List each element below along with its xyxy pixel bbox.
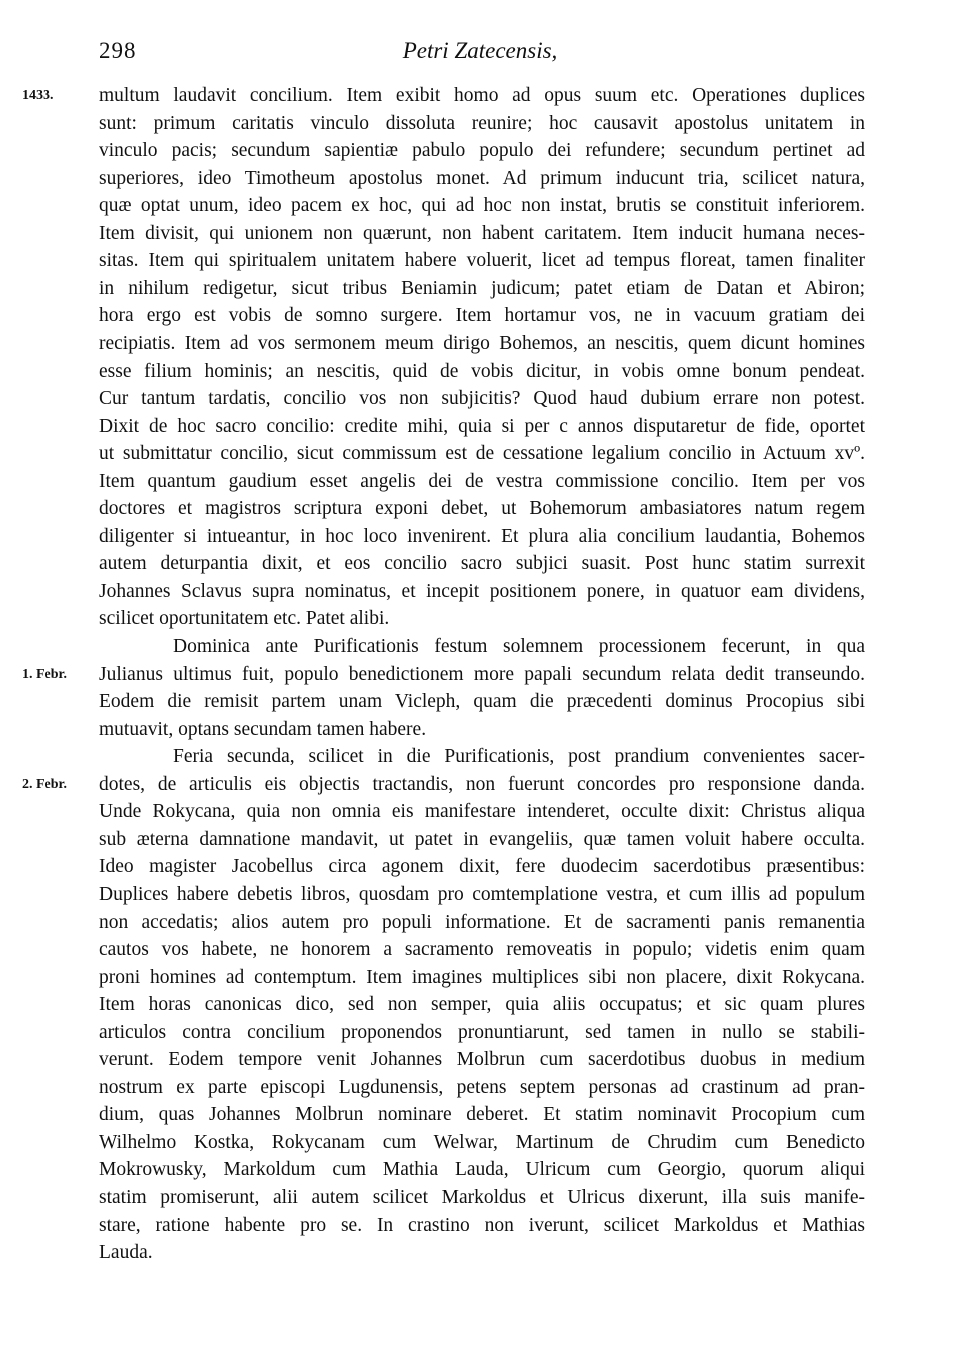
text-line: Dominica ante Purificationis festum solemnem processionem fecerunt, in qua: [173, 636, 865, 657]
margin-date-note: 1433.: [22, 88, 54, 103]
text-line: non accedatis; alios autem pro populi informatione. Et de sacramenti panis remanentia: [99, 911, 865, 933]
text-line: Item quantum gaudium esset angelis dei de vestra commissione concilio. Item per vos: [99, 470, 865, 492]
text-line: in nihilum redigetur, sicut tribus Beniamin judicum; patet etiam de Datan et Abiron;: [99, 277, 865, 299]
text-line: autem deturpantia dixit, et eos concilio sacro subjici suasit. Post hunc statim surrexit: [99, 553, 865, 575]
text-line: ut submittatur concilio, sicut commissum est de cessatione legalium concilio in Actuum xvº.: [99, 443, 865, 465]
text-line: Wilhelmo Kostka, Rokycanam cum Welwar, Martinum de Chrudim cum Benedicto: [99, 1131, 865, 1153]
margin-date-note: 2. Febr.: [22, 776, 67, 792]
text-line: statim promiserunt, alii autem scilicet Markoldus et Ulricus dixerunt, illa suis manife-: [99, 1187, 865, 1208]
text-line: multum laudavit concilium. Item exibit homo ad opus suum etc. Operationes duplices: [99, 85, 865, 106]
text-line: quæ optat unum, ideo pacem ex hoc, qui ad hoc non instat, brutis se constituit inferiorem.: [99, 195, 865, 217]
text-line: articulos contra concilium proponendos pronuntiarunt, sed tamen in nullo se stabili-: [99, 1021, 865, 1043]
text-line: cautos vos habete, ne honorem a sacramento removeatis in populo; videtis enim quam: [99, 939, 865, 961]
text-line: stare, ratione habente pro se. In crastino non iverunt, scilicet Markoldus et Mathias: [99, 1214, 865, 1236]
running-title: Petri Zatecensis,: [402, 38, 558, 63]
text-line: Dixit de hoc sacro concilio: credite mihi, quia si per c annos disputaretur de fide, oportet: [99, 415, 865, 437]
margin-date-note: 1. Febr.: [22, 666, 67, 682]
text-line: esse filium hominis; an nescitis, quid de vobis dicitur, in vobis omne bonum pendeat.: [99, 360, 865, 382]
text-line: dotes, de articulis eis objectis tractandis, non fuerunt concordes pro responsione danda.: [99, 773, 865, 795]
text-line: hora ergo est vobis de somno surgere. Item hortamur vos, ne in vacuum gratiam dei: [99, 305, 865, 327]
text-line: Mokrowusky, Markoldum cum Mathia Lauda, Ulricum cum Georgio, quorum aliqui: [99, 1159, 865, 1181]
text-line: superiores, ideo Timotheum apostolus monet. Ad primum inducunt tria, scilicet natura,: [99, 167, 865, 189]
text-line: sub æterna damnatione mandavit, ut patet in evangeliis, quæ tamen voluit habere occulta.: [99, 828, 865, 850]
text-line: Ideo magister Jacobellus circa agonem dixit, fere duodecim sacerdotibus præsentibus:: [99, 856, 865, 878]
text-line: Eodem die remisit partem unam Vicleph, quam die præcedenti dominus Procopius sibi: [99, 691, 865, 713]
text-line: mutuavit, optans secundam tamen habere.: [99, 718, 427, 740]
text-line: sitas. Item qui spiritualem unitatem habere voluerit, licet ad tempus floreat, tamen finaliter: [99, 250, 865, 272]
text-line: Julianus ultimus fuit, populo benedictionem more papali secundum relata dedit transeundo.: [99, 663, 865, 685]
text-line: scilicet oportunitatem etc. Patet alibi.: [99, 608, 390, 630]
text-line: Unde Rokycana, quia non omnia eis manifestare intenderet, occulte dixit: Christus aliqua: [99, 801, 865, 823]
text-line: Item divisit, qui unionem non quærunt, non habent caritatem. Item inducit humana neces-: [99, 222, 865, 244]
text-line: sunt: primum caritatis vinculo dissoluta reunire; hoc causavit apostolus unitatem in: [99, 112, 865, 134]
text-line: nostrum ex parte episcopi Lugdunensis, petens septem personas ad crastinum ad pran-: [99, 1076, 865, 1098]
text-line: recipiatis. Item ad vos sermonem meum dirigo Bohemos, an nescitis, quem dicunt homines: [99, 332, 865, 354]
text-line: proni homines ad contemptum. Item imagines multiplices sibi non placere, dixit Rokycana.: [99, 966, 865, 988]
text-line: dium, quas Johannes Molbrun nominare deberet. Et statim nominavit Procopium cum: [99, 1104, 865, 1126]
text-line: Feria secunda, scilicet in die Purificationis, post prandium convenientes sacer-: [173, 746, 865, 768]
text-line: Lauda.: [99, 1242, 153, 1264]
text-line: diligenter si intueantur, in hoc loco invenirent. Et plura alia concilium laudantia, Bohemos: [99, 525, 865, 547]
text-line: vinculo pacis; secundum sapientiæ pabulo populo dei refundere; secundum pertinet ad: [99, 140, 865, 162]
text-line: Cur tantum tardatis, concilio vos non subjicitis? Quod haud dubium errare non potest.: [99, 388, 865, 410]
text-line: Item horas canonicas dico, sed non semper, quia aliis occupatus; et sic quam plures: [99, 994, 865, 1016]
text-line: doctores et magistros scriptura exponi debet, ut Bohemorum ambasiatores natum regem: [99, 498, 865, 520]
text-line: Johannes Sclavus supra nominatus, et incepit positionem ponere, in quatuor eam dividens,: [99, 580, 865, 602]
text-line: Duplices habere debetis libros, quosdam pro comtemplatione vestra, et cum illis ad populum: [99, 883, 865, 905]
text-line: verunt. Eodem tempore venit Johannes Molbrun cum sacerdotibus duobus in medium: [99, 1049, 865, 1071]
page-number: 298: [99, 38, 137, 63]
